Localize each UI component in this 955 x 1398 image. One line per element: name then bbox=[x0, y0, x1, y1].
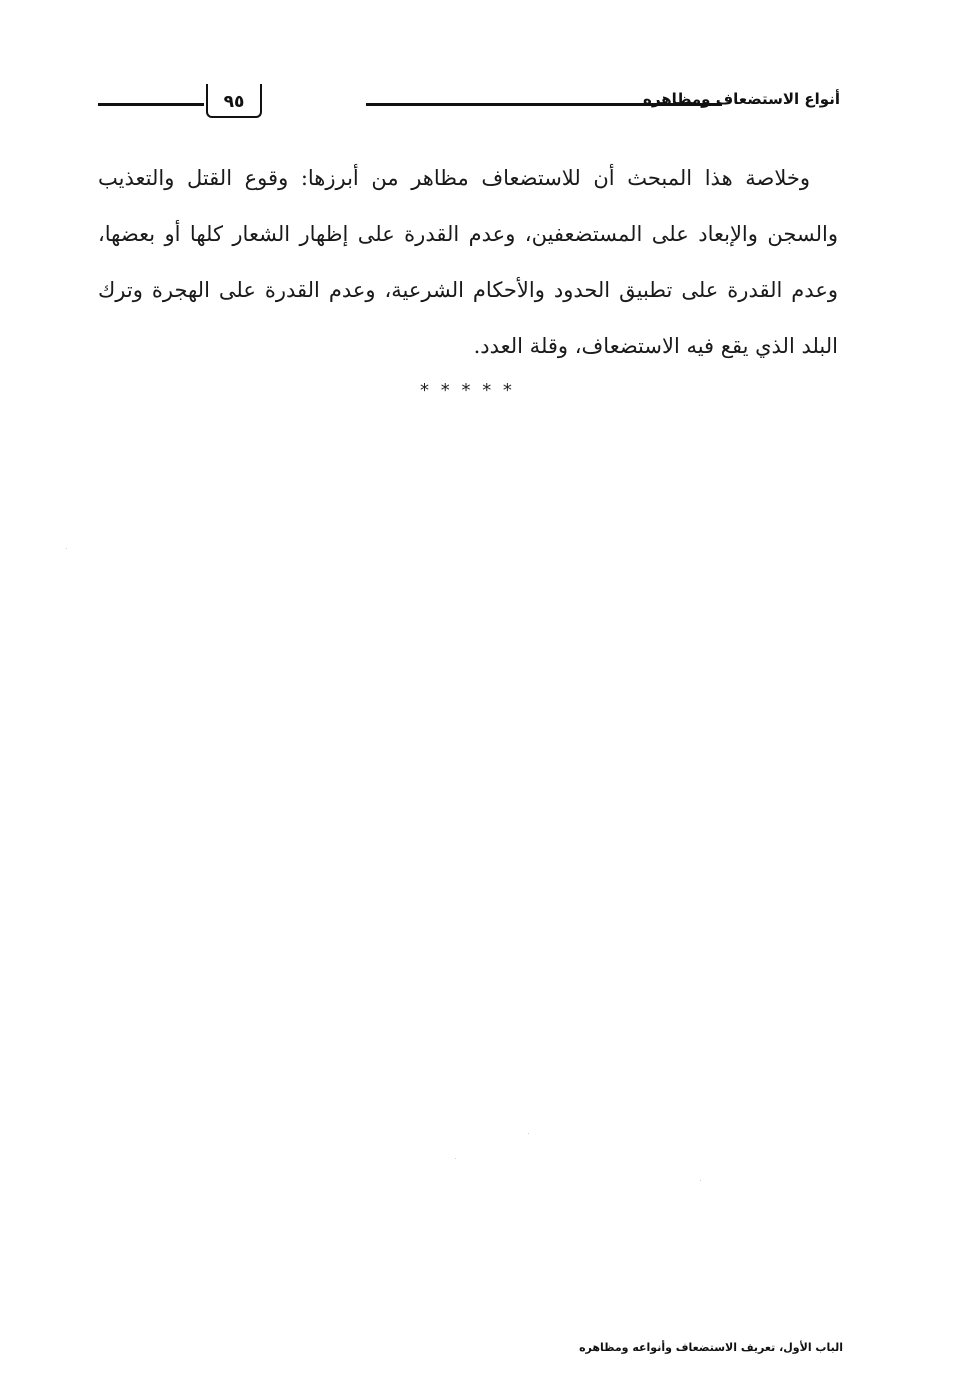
paragraph-text: وخلاصة هذا المبحث أن للاستضعاف مظاهر من أبرزها: وقوع القتل والتعذيب والسجن والإبعاد على المستضعفين، وعدم القدرة على إظهار الشعار كلها أو بعضها، وعدم القدرة على تطبيق الحدود والأحكام الشرعية، وعدم القدرة على الهجرة وترك البلد الذي يقع فيه الاستضعاف، وقلة العدد. bbox=[98, 166, 838, 358]
section-separator: * * * * * bbox=[420, 380, 515, 401]
scan-speck bbox=[700, 1180, 701, 1181]
running-header bbox=[98, 84, 840, 128]
running-footer: الباب الأول، تعريف الاستضعاف وأنواعه ومظاهره bbox=[579, 1341, 843, 1354]
header-rule-left bbox=[98, 103, 204, 106]
scan-speck bbox=[66, 548, 67, 549]
body-paragraph bbox=[98, 150, 838, 374]
header-title: أنواع الاستضعاف ومظاهره bbox=[643, 90, 840, 108]
scan-speck bbox=[528, 1133, 529, 1134]
scan-speck bbox=[455, 1158, 456, 1159]
page-number: ٩٥ bbox=[206, 84, 262, 118]
